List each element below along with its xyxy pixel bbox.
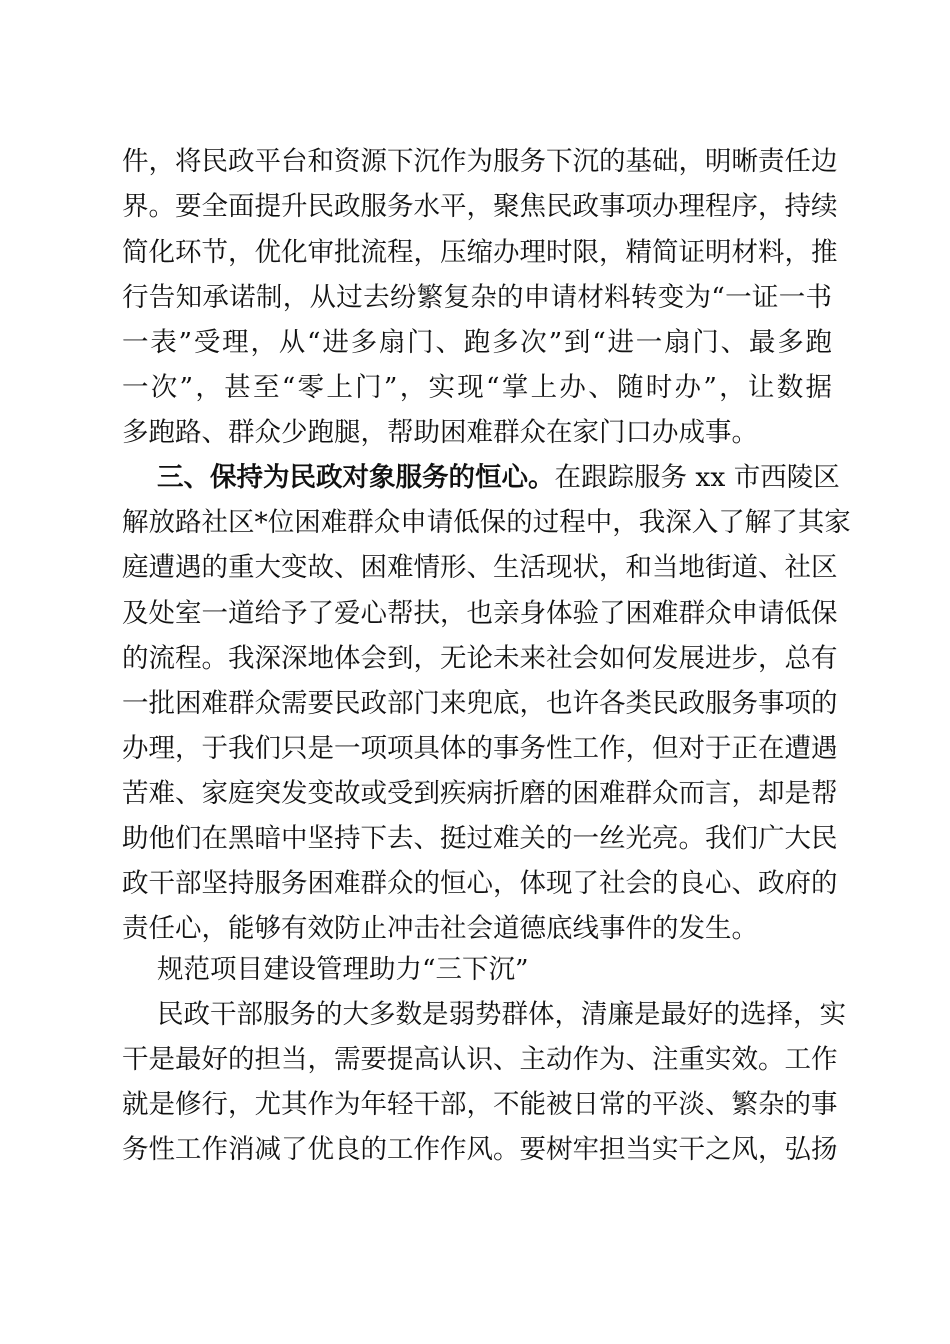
section-heading: 三、保持为民政对象服务的恒心。 (157, 462, 555, 493)
paragraph-line: 简化环节，优化审批流程，压缩办理时限，精简证明材料，推 (122, 237, 838, 268)
paragraph-line: 政干部坚持服务困难群众的恒心，体现了社会的良心、政府的 (122, 868, 838, 899)
paragraph-line: 一次”，甚至“零上门”，实现“掌上办、随时办”，让数据 (122, 372, 832, 403)
section-heading-line (157, 453, 840, 503)
paragraph-line: 助他们在黑暗中坚持下去、挺过难关的一丝光亮。我们广大民 (122, 823, 838, 854)
paragraph-line: 的流程。我深深地体会到，无论未来社会如何发展进步，总有 (122, 643, 838, 674)
paragraph-line: 一表”受理，从“进多扇门、跑多次”到“进一扇门、最多跑 (122, 327, 832, 358)
paragraph-line: 件，将民政平台和资源下沉作为服务下沉的基础，明晰责任边 (122, 146, 838, 177)
paragraph-line: 就是修行，尤其作为年轻干部，不能被日常的平淡、繁杂的事 (122, 1089, 838, 1120)
paragraph-line: 解放路社区*位困难群众申请低保的过程中，我深入了解了其家 (122, 507, 851, 538)
paragraph-line: 民政干部服务的大多数是弱势群体，清廉是最好的选择，实 (157, 999, 846, 1030)
paragraph-line: 一批困难群众需要民政部门来兜底，也许各类民政服务事项的 (122, 688, 838, 719)
paragraph-line: 务性工作消减了优良的工作作风。要树牢担当实干之风，弘扬 (122, 1134, 838, 1165)
paragraph-line: 庭遭遇的重大变故、困难情形、生活现状，和当地街道、社区 (122, 552, 838, 583)
paragraph-line: 行告知承诺制，从过去纷繁复杂的申请材料转变为“一证一书 (122, 282, 832, 313)
paragraph-line: 苦难、家庭突发变故或受到疾病折磨的困难群众而言，却是帮 (122, 778, 838, 809)
paragraph-line: 干是最好的担当，需要提高认识、主动作为、注重实效。工作 (122, 1044, 838, 1075)
paragraph-text: 在跟踪服务 xx 市西陵区 (554, 462, 840, 493)
paragraph-line: 责任心，能够有效防止冲击社会道德底线事件的发生。 (122, 913, 758, 944)
paragraph-line: 界。要全面提升民政服务水平，聚焦民政事项办理程序，持续 (122, 191, 838, 222)
section-title: 规范项目建设管理助力“三下沉” (157, 954, 529, 985)
paragraph-line: 多跑路、群众少跑腿，帮助困难群众在家门口办成事。 (122, 417, 758, 448)
paragraph-line: 及处室一道给予了爱心帮扶，也亲身体验了困难群众申请低保 (122, 598, 838, 629)
paragraph-line: 办理，于我们只是一项项具体的事务性工作，但对于正在遭遇 (122, 733, 838, 764)
